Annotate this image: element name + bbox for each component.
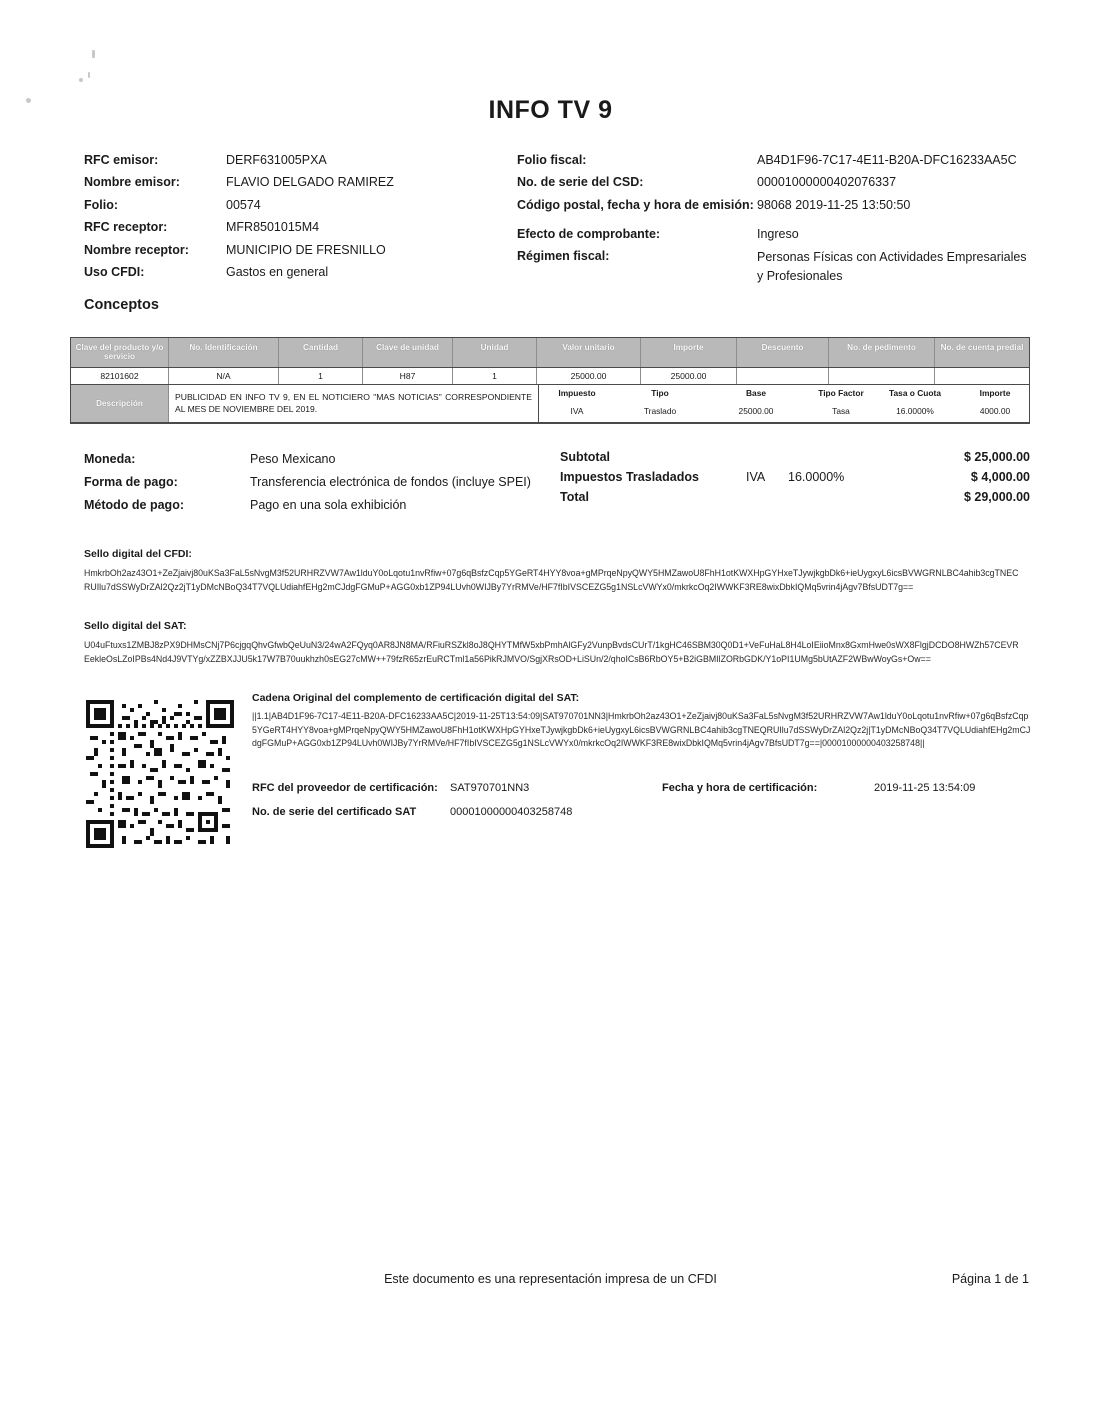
impuestos-row xyxy=(539,401,1035,420)
field-nombre-emisor xyxy=(84,174,514,191)
field-value: Peso Mexicano xyxy=(250,452,336,466)
field-label: Nombre emisor: xyxy=(84,175,180,190)
cell-importe-impuesto: 4000.00 xyxy=(979,405,1011,416)
field-regimen-fiscal xyxy=(517,248,1047,286)
section-title-conceptos: Conceptos xyxy=(84,297,159,313)
cell-base: 25000.00 xyxy=(738,405,774,416)
qr-code-svg xyxy=(86,700,234,848)
field-label: Efecto de comprobante: xyxy=(517,226,661,241)
field-label: Uso CFDI: xyxy=(84,264,145,279)
field-value: Gastos en general xyxy=(226,264,329,279)
field-label: Moneda: xyxy=(84,452,136,466)
column-header-tipo: Tipo xyxy=(651,388,669,399)
totals-label: Total xyxy=(560,490,589,504)
scan-artifact xyxy=(88,72,90,78)
field-value: MFR8501015M4 xyxy=(226,220,320,235)
cell-importe: 25000.00 xyxy=(641,368,737,384)
field-value: AB4D1F96-7C17-4E11-B20A-DFC16233AA5C xyxy=(757,153,1017,167)
column-header-descuento: Descuento xyxy=(737,338,829,367)
field-value: DERF631005PXA xyxy=(226,153,327,167)
sello-cfdi-label: Sello digital del CFDI: xyxy=(84,548,192,560)
cell-unidad: 1 xyxy=(453,368,537,384)
footer-page-number: Página 1 de 1 xyxy=(951,1272,1029,1286)
scan-artifact xyxy=(92,50,95,58)
totals-block xyxy=(560,450,1030,510)
field-nombre-receptor xyxy=(84,242,514,259)
page-title: INFO TV 9 xyxy=(488,96,613,124)
serie-certificado-value: 00001000000403258748 xyxy=(450,806,573,818)
fecha-certificacion-label: Fecha y hora de certificación: xyxy=(662,782,818,794)
rfc-proveedor-label: RFC del proveedor de certificación: xyxy=(252,782,438,794)
column-header-base: Base xyxy=(745,388,767,399)
field-label: Nombre receptor: xyxy=(84,242,189,257)
fecha-certificacion-value: 2019-11-25 13:54:09 xyxy=(874,782,976,794)
field-label: Código postal, fecha y hora de emisión: xyxy=(517,197,754,212)
field-label: Folio: xyxy=(84,197,119,212)
field-codigo-postal-fecha xyxy=(517,197,1047,214)
cert-row-provider xyxy=(252,782,1032,794)
cell-tipo: Traslado xyxy=(643,405,677,416)
column-header-pedimento: No. de pedimento xyxy=(829,338,935,367)
sello-sat-value: U04uFtuxs1ZMBJ8zPX9DHMsCNj7P6cjgqQhvGfwbQeUuN3/24wA2FQyq0AR8JN8MA/RFiuRSZkl8oJ8QHYTMfW5xbPmhAlGFy2VunpBvdsCUrT/1kgHC46SBM30Q0D1+VeFuHaL8H4LoIEiioMnx8GxmHwe0sWX8FlgjDCDO8HWZh57CEVREekleOsLZoIPBs4Nd4J9VTYg/xZZBXJJU5k17W7B70uukhzh0sEG27cMW++79fzR65zrEuRCTml1a56PikRJMVO/SgjXRsOD+LiSUn/2/qhoICsB6RbOY5+B2iGBMIlZORbGDK/Y1oPI1UMg5bUtAZF2WBwWoyGs+Ow== xyxy=(84,640,1019,664)
table-header-row xyxy=(71,338,1029,368)
field-value: FLAVIO DELGADO RAMIREZ xyxy=(226,175,394,190)
totals-traslados xyxy=(560,470,1030,484)
sello-digital-sat xyxy=(84,620,1024,667)
cell-cantidad: 1 xyxy=(279,368,363,384)
field-efecto-comprobante xyxy=(517,226,1047,243)
cell-tasa-cuota: 16.0000% xyxy=(896,405,934,416)
totals-tax-name: IVA xyxy=(746,470,766,484)
rfc-proveedor-value: SAT970701NN3 xyxy=(450,782,530,794)
payment-info xyxy=(84,452,544,521)
column-header-clave-producto: Clave del producto y/o servicio xyxy=(71,338,169,367)
cadena-value: ||1.1|AB4D1F96-7C17-4E11-B20A-DFC16233AA5C|2019-11-25T13:54:09|SAT970701NN3|HmkrbOh2az43O1+ZeZjaivj80uKSa3FaL5sNvgM3f52URHRZVW7Aw1lduY0oLqotu1nvRfiw+07g6qBsfzCqp5YGeRT4HYY8voa+gMPrqeNpyQWY5HMZawoU8FhH1otKWXHpGYHxeTJywjkgbDk6+ieUygxyL6icsBVWGRNLBC4ahib3cgTNEQRUIlu7dSSWyDrZAl2Qz2j|T1yDMcNBoQ34T7VQLUdiahfEHg2mCJdgFGMuP+AGG0xb1ZP94LUvh0WIJBy7YrRMVe/HF7fIbIVSCEZG5g1NSLcVWYx0/mkrkcOq2IWWKF3RE8wixDbkIQMq5vrin4jAgv7BfsUDT7g==|00001000000403258748|| xyxy=(252,711,1031,749)
column-header-clave-unidad: Clave de unidad xyxy=(363,338,453,367)
sello-sat-label: Sello digital del SAT: xyxy=(84,620,187,632)
qr-code-icon xyxy=(86,700,234,848)
header-left-column xyxy=(84,152,514,286)
totals-total xyxy=(560,490,1030,504)
totals-subtotal-value: $ 25,000.00 xyxy=(963,450,1030,464)
field-serie-csd xyxy=(517,174,1047,191)
cell-clave-producto: 82101602 xyxy=(71,368,169,384)
footer-note: Este documento es una representación impresa de un CFDI xyxy=(384,1272,717,1286)
sello-digital-cfdi xyxy=(84,548,1024,595)
column-header-tipo-factor: Tipo Factor xyxy=(818,388,864,399)
table-row xyxy=(71,368,1029,385)
field-label: Folio fiscal: xyxy=(517,153,587,167)
cell-pedimento xyxy=(829,368,935,384)
sello-cfdi-value: HmkrbOh2az43O1+ZeZjaivj80uKSa3FaL5sNvgM3f52URHRZVW7Aw1lduY0oLqotu1nvRfiw+07g6qBsfzCqp5YGeRT4HYY8voa+gMPrqeNpyQWY5HMZawoU8FhH1otKWXHpGYHxeTJywjkgbDk6+ieUygxyL6icsBVWGRNLBC4ahib3cgTNECRUIlu7dSSWyDrZAl2Qz2jT1yDMcNBoQ34T7VQLUdiahfEHg2mCJdgFGMuP+AGG0xb1ZP94LUvh0WIJBy7YrRMVe/HF7fIbIVSCEZG5g1NSLcVWYx0/mkrkcOq2IWWKF3RE8wixDbkIQMq5vrin4jAgv7BfsUDT7g== xyxy=(84,568,1019,592)
scan-artifact xyxy=(79,78,83,82)
column-header-cantidad: Cantidad xyxy=(279,338,363,367)
field-uso-cfdi xyxy=(84,264,514,281)
field-metodo-pago xyxy=(84,498,544,512)
descripcion-label: Descripción xyxy=(71,385,169,422)
field-folio-fiscal xyxy=(517,152,1047,169)
field-folio xyxy=(84,197,514,214)
column-header-valor-unitario: Valor unitario xyxy=(537,338,641,367)
field-value: Ingreso xyxy=(757,226,799,241)
cell-tipo-factor: Tasa xyxy=(832,405,850,416)
impuestos-block xyxy=(539,385,1035,422)
cell-identificacion: N/A xyxy=(169,368,279,384)
field-value: MUNICIPIO DE FRESNILLO xyxy=(226,242,386,257)
column-header-identificacion: No. Identificación xyxy=(169,338,279,367)
field-label: Método de pago: xyxy=(84,498,184,512)
cadena-original xyxy=(252,692,1032,751)
serie-certificado-label: No. de serie del certificado SAT xyxy=(252,806,417,818)
field-value: Transferencia electrónica de fondos (incluye SPEI) xyxy=(250,475,531,489)
column-header-importe: Importe xyxy=(641,338,737,367)
impuestos-header-row xyxy=(539,385,1035,401)
cadena-label: Cadena Original del complemento de certificación digital del SAT: xyxy=(252,692,580,704)
header-right-column xyxy=(517,152,1047,291)
cell-cuenta-predial xyxy=(935,368,1029,384)
field-label: Régimen fiscal: xyxy=(517,249,610,263)
column-header-importe-impuesto: Importe xyxy=(979,388,1011,399)
totals-traslados-value: $ 4,000.00 xyxy=(970,470,1030,484)
column-header-unidad: Unidad xyxy=(453,338,537,367)
cell-impuesto: IVA xyxy=(570,405,584,416)
column-header-cuenta-predial: No. de cuenta predial xyxy=(940,343,1024,352)
descripcion-text: PUBLICIDAD EN INFO TV 9, EN EL NOTICIERO "MAS NOTICIAS" CORRESPONDIENTE AL MES DE NOVIEMBRE DEL 2019. xyxy=(169,385,539,422)
field-label: Forma de pago: xyxy=(84,475,178,489)
column-header-impuesto: Impuesto xyxy=(558,388,596,399)
descripcion-block xyxy=(71,385,1029,423)
field-rfc-emisor xyxy=(84,152,514,169)
cell-clave-unidad: H87 xyxy=(363,368,453,384)
field-rfc-receptor xyxy=(84,219,514,236)
field-forma-pago xyxy=(84,475,544,489)
field-label: No. de serie del CSD: xyxy=(517,175,644,190)
field-moneda xyxy=(84,452,544,466)
cell-valor-unitario: 25000.00 xyxy=(537,368,641,384)
totals-total-value: $ 29,000.00 xyxy=(963,490,1030,504)
field-label: RFC emisor: xyxy=(84,153,159,167)
cert-row-serial xyxy=(252,806,1032,818)
field-label: RFC receptor: xyxy=(84,220,168,235)
certification-info xyxy=(252,782,1032,830)
field-value: 00574 xyxy=(226,197,261,212)
field-value: 00001000000402076337 xyxy=(757,175,897,190)
totals-tax-rate: 16.0000% xyxy=(788,470,845,484)
field-value: Personas Físicas con Actividades Empresariales y Profesionales xyxy=(757,250,1027,283)
column-header-tasa-cuota: Tasa o Cuota xyxy=(889,388,941,399)
cell-descuento xyxy=(737,368,829,384)
totals-subtotal xyxy=(560,450,1030,464)
conceptos-table xyxy=(70,337,1030,424)
field-value: 98068 2019-11-25 13:50:50 xyxy=(757,197,911,212)
totals-label: Subtotal xyxy=(560,450,610,464)
field-value: Pago en una sola exhibición xyxy=(250,498,407,512)
totals-label: Impuestos Trasladados xyxy=(560,470,699,484)
